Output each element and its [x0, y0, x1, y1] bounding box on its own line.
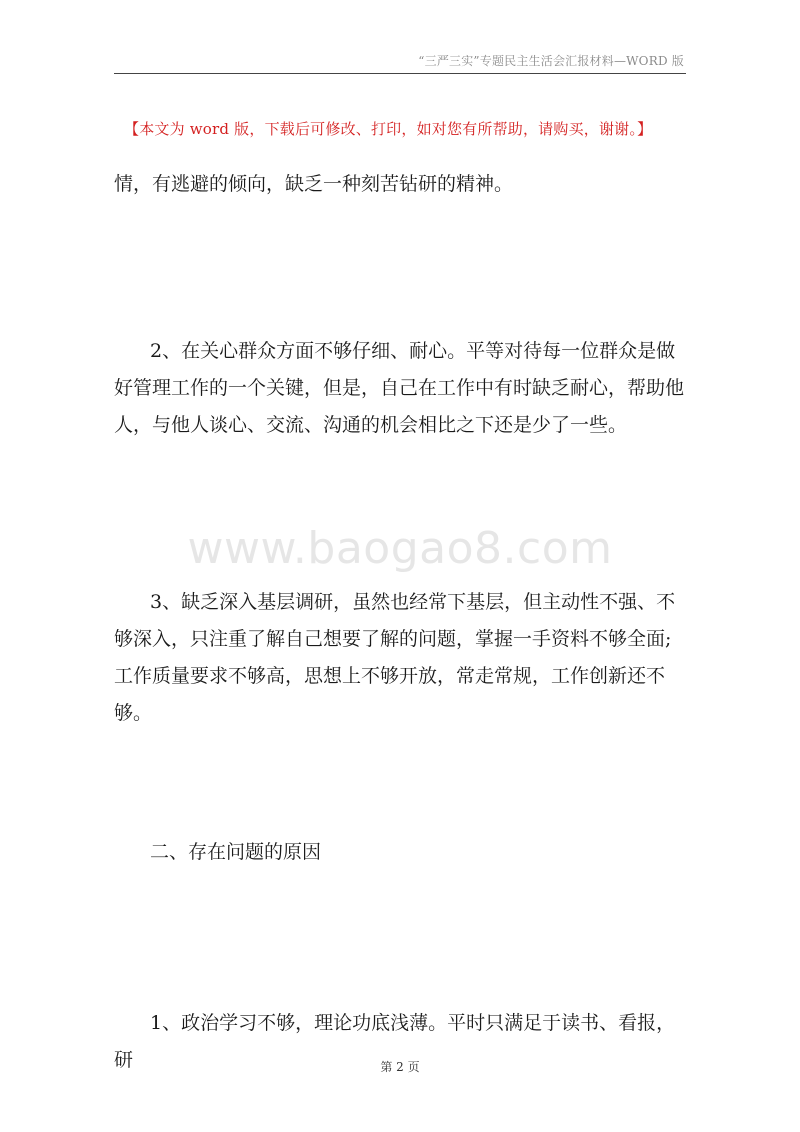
paragraph-cause-1: 1、政治学习不够，理论功底浅薄。平时只满足于读书、看报，研	[114, 1012, 676, 1071]
page-header-title: “三严三实”专题民主生活会汇报材料—WORD 版	[418, 54, 684, 68]
paragraph-item-3: 3、缺乏深入基层调研，虽然也经常下基层，但主动性不强、不够深入，只注重了解自己想要了解的问题，掌握一手资料不够全面;工作质量要求不够高，思想上不够开放，常走常规，工作创新还不够。	[114, 591, 676, 724]
paragraph-item-2: 2、在关心群众方面不够仔细、耐心。平等对待每一位群众是做好管理工作的一个关键，但是，自己在工作中有时缺乏耐心，帮助他人，与他人谈心、交流、沟通的机会相比之下还是少了一些。	[114, 340, 685, 436]
page-number: 第 2 页	[380, 1060, 420, 1074]
purchase-notice: 【本文为 word 版，下载后可修改、打印，如对您有所帮助，请购买，谢谢。】	[124, 120, 653, 138]
header-divider	[114, 73, 686, 74]
paragraph-continuation: 情，有逃避的倾向，缺乏一种刻苦钻研的精神。	[114, 173, 514, 195]
site-watermark: www.baogao8.com	[187, 523, 613, 574]
section-heading-causes: 二、存在问题的原因	[150, 841, 322, 863]
